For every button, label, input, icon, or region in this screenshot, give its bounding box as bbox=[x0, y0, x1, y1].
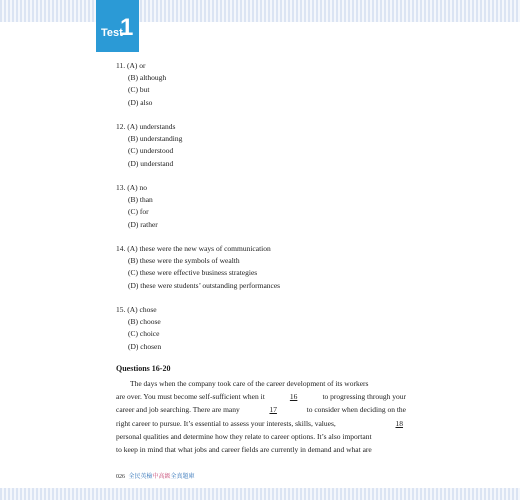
test-tab bbox=[96, 0, 139, 52]
section-title: Questions 16-20 bbox=[116, 364, 171, 373]
question-14-option-d: (D) these were students’ outstanding performances bbox=[128, 280, 281, 290]
passage-line-5: personal qualities and determine how they relate to career options. It’s also important bbox=[116, 431, 372, 441]
question-12-option-c: (C) understood bbox=[128, 146, 174, 156]
question-11-option-c: (C) but bbox=[128, 85, 150, 95]
book-title-part-2: 中高級 bbox=[152, 474, 171, 480]
question-15-option-a: 15. (A) chose bbox=[116, 305, 157, 314]
passage-line-1: The days when the company took care of the career development of its workers bbox=[130, 379, 369, 388]
passage-line-4: right career to pursue. It’s essential to assess your interests, skills, values, 18 bbox=[116, 417, 406, 430]
blank-17: 17 bbox=[269, 405, 277, 415]
question-14 bbox=[116, 243, 280, 292]
book-title-part-1: 全民英檢 bbox=[128, 474, 153, 480]
question-13-option-b: (B) than bbox=[128, 195, 153, 205]
passage-line-6: to keep in mind that what jobs and career fields are currently in demand and what are bbox=[116, 445, 372, 455]
passage-line-3: career and job searching. There are many 17 to consider when deciding on the bbox=[116, 403, 406, 416]
question-15-option-d: (D) chosen bbox=[128, 341, 162, 351]
question-11-option-b: (B) although bbox=[128, 73, 167, 83]
question-12-option-b: (B) understanding bbox=[128, 134, 183, 144]
question-13-option-d: (D) rather bbox=[128, 219, 158, 229]
question-14-option-b: (B) these were the symbols of wealth bbox=[128, 256, 240, 266]
question-15-option-b: (B) choose bbox=[128, 317, 161, 327]
book-title-part-3: 全真題庫 bbox=[170, 474, 195, 480]
question-11-option-a: 11. (A) or bbox=[116, 61, 146, 70]
top-decorative-band bbox=[0, 0, 520, 22]
test-label: Test bbox=[101, 27, 123, 39]
bottom-decorative-band bbox=[0, 488, 520, 500]
question-11 bbox=[116, 60, 166, 109]
question-13-option-c: (C) for bbox=[128, 207, 149, 217]
blank-18: 18 bbox=[395, 418, 403, 428]
question-15 bbox=[116, 304, 161, 353]
passage bbox=[116, 377, 406, 456]
passage-line-2: are over. You must become self-sufficient when it 16 to progressing through your bbox=[116, 390, 406, 403]
question-13 bbox=[116, 182, 158, 231]
question-12 bbox=[116, 121, 182, 170]
question-14-option-a: 14. (A) these were the new ways of communication bbox=[116, 244, 271, 253]
test-number: 1 bbox=[120, 14, 134, 41]
page-footer bbox=[116, 471, 195, 480]
question-12-option-d: (D) understand bbox=[128, 158, 174, 168]
page-number: 026 bbox=[116, 474, 125, 480]
question-15-option-c: (C) choice bbox=[128, 329, 160, 339]
question-12-option-a: 12. (A) understands bbox=[116, 122, 176, 131]
question-13-option-a: 13. (A) no bbox=[116, 183, 148, 192]
question-11-option-d: (D) also bbox=[128, 97, 153, 107]
blank-16: 16 bbox=[289, 392, 298, 402]
question-14-option-c: (C) these were effective business strategies bbox=[128, 268, 258, 278]
